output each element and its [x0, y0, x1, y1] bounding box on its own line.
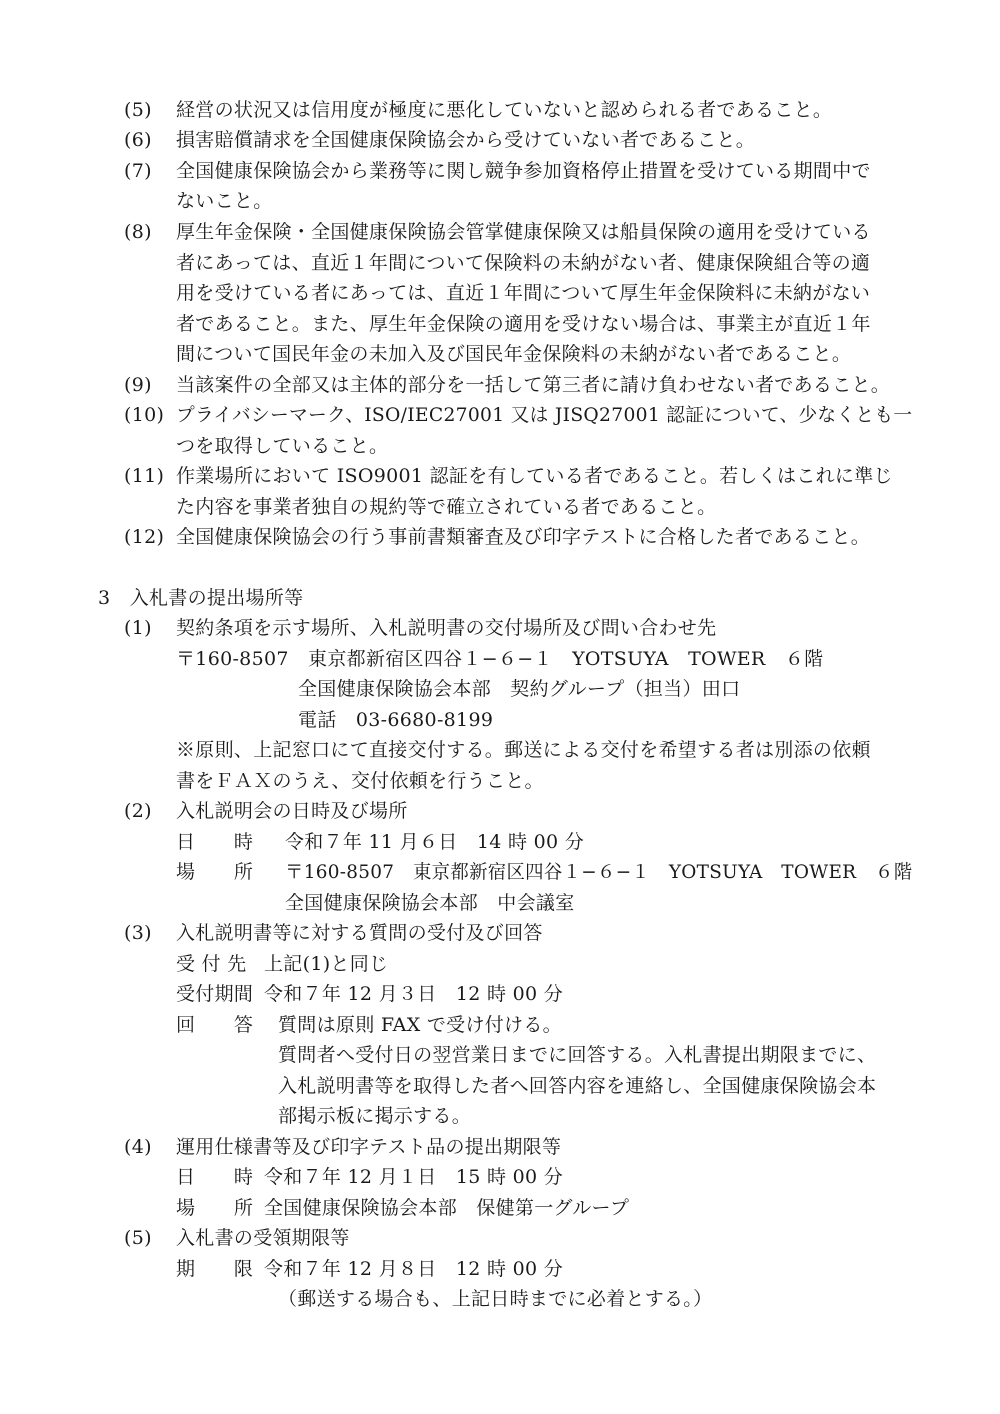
- field-value: 全国健康保険協会本部 保健第一グループ: [264, 1197, 630, 1219]
- field-value: 質問者へ受付日の翌営業日までに回答する。入札書提出期限までに、: [278, 1044, 877, 1066]
- field-value: 令和７年 12 月８日 12 時 00 分: [264, 1258, 564, 1280]
- item-number: (12): [124, 526, 165, 548]
- item-number: (7): [124, 160, 152, 182]
- item-text: 間について国民年金の未加入及び国民年金保険料の未納がない者であること。: [176, 343, 852, 365]
- field-value: 全国健康保険協会本部 中会議室: [285, 892, 575, 914]
- item-text: 経営の状況又は信用度が極度に悪化していないと認められる者であること。: [176, 99, 833, 121]
- item-text: 全国健康保険協会から業務等に関し競争参加資格停止措置を受けている期間中で: [176, 160, 871, 182]
- item-number: (5): [124, 99, 152, 121]
- contact-phone: 電話 03-6680-8199: [298, 709, 494, 731]
- section-heading: 3 入札書の提出場所等: [98, 587, 304, 609]
- field-value: 部掲示板に掲示する。: [278, 1105, 472, 1127]
- subsection-number: (3): [124, 922, 152, 944]
- item-text: 者にあっては、直近１年間について保険料の未納がない者、健康保険組合等の適: [176, 252, 871, 274]
- contact-address: 〒160-8507 東京都新宿区四谷１−６−１ YOTSUYA TOWER ６階: [176, 648, 824, 670]
- subsection-number: (4): [124, 1136, 152, 1158]
- field-value: 令和７年 12 月３日 12 時 00 分: [264, 983, 564, 1005]
- field-value: 令和７年 12 月１日 15 時 00 分: [264, 1166, 564, 1188]
- item-number: (9): [124, 374, 152, 396]
- item-text: つを取得していること。: [176, 435, 389, 457]
- subsection-title: 運用仕様書等及び印字テスト品の提出期限等: [176, 1136, 562, 1158]
- item-text: 当該案件の全部又は主体的部分を一括して第三者に請け負わせない者であること。: [176, 374, 891, 396]
- delivery-note: ※原則、上記窓口にて直接交付する。郵送による交付を希望する者は別添の依頼: [176, 739, 871, 761]
- field-value: 入札説明書等を取得した者へ回答内容を連絡し、全国健康保険協会本: [278, 1075, 877, 1097]
- field-value: （郵送する場合も、上記日時までに必着とする。）: [278, 1288, 713, 1310]
- item-text: 作業場所において ISO9001 認証を有している者であること。若しくはこれに準じ: [176, 465, 893, 487]
- item-text: 者であること。また、厚生年金保険の適用を受けない場合は、事業主が直近１年: [176, 313, 871, 335]
- subsection-number: (1): [124, 617, 152, 639]
- subsection-title: 契約条項を示す場所、入札説明書の交付場所及び問い合わせ先: [176, 617, 717, 639]
- item-text: プライバシーマーク、ISO/IEC27001 又は JISQ27001 認証について、少なくとも一: [176, 404, 913, 426]
- field-label: 場 所: [176, 861, 254, 883]
- subsection-title: 入札説明会の日時及び場所: [176, 800, 408, 822]
- subsection-title: 入札説明書等に対する質問の受付及び回答: [176, 922, 543, 944]
- item-text: ないこと。: [176, 190, 273, 212]
- delivery-note: 書をＦＡＸのうえ、交付依頼を行うこと。: [176, 770, 544, 792]
- contact-department: 全国健康保険協会本部 契約グループ（担当）田口: [298, 678, 741, 700]
- field-label: 受 付 先: [176, 953, 247, 975]
- field-label: 場 所: [176, 1197, 254, 1219]
- field-value: 質問は原則 FAX で受け付ける。: [278, 1014, 562, 1036]
- field-label: 日 時: [176, 831, 254, 853]
- item-number: (6): [124, 129, 152, 151]
- subsection-number: (5): [124, 1227, 152, 1249]
- field-value: 令和７年 11 月６日 14 時 00 分: [285, 831, 585, 853]
- item-text: た内容を事業者独自の規約等で確立されている者であること。: [176, 496, 717, 518]
- field-label: 期 限: [176, 1258, 254, 1280]
- field-value: 〒160-8507 東京都新宿区四谷１−６−１ YOTSUYA TOWER ６階: [285, 861, 913, 883]
- item-text: 用を受けている者にあっては、直近１年間について厚生年金保険料に未納がない: [176, 282, 871, 304]
- subsection-title: 入札書の受領期限等: [176, 1227, 350, 1249]
- item-text: 損害賠償請求を全国健康保険協会から受けていない者であること。: [176, 129, 756, 151]
- field-label: 回 答: [176, 1014, 254, 1036]
- field-label: 受付期間: [176, 983, 254, 1005]
- item-number: (10): [124, 404, 165, 426]
- subsection-number: (2): [124, 800, 152, 822]
- item-text: 全国健康保険協会の行う事前書類審査及び印字テストに合格した者であること。: [176, 526, 871, 548]
- item-number: (8): [124, 221, 152, 243]
- field-value: 上記(1)と同じ: [264, 953, 389, 975]
- item-number: (11): [124, 465, 165, 487]
- item-text: 厚生年金保険・全国健康保険協会管掌健康保険又は船員保険の適用を受けている: [176, 221, 871, 243]
- field-label: 日 時: [176, 1166, 254, 1188]
